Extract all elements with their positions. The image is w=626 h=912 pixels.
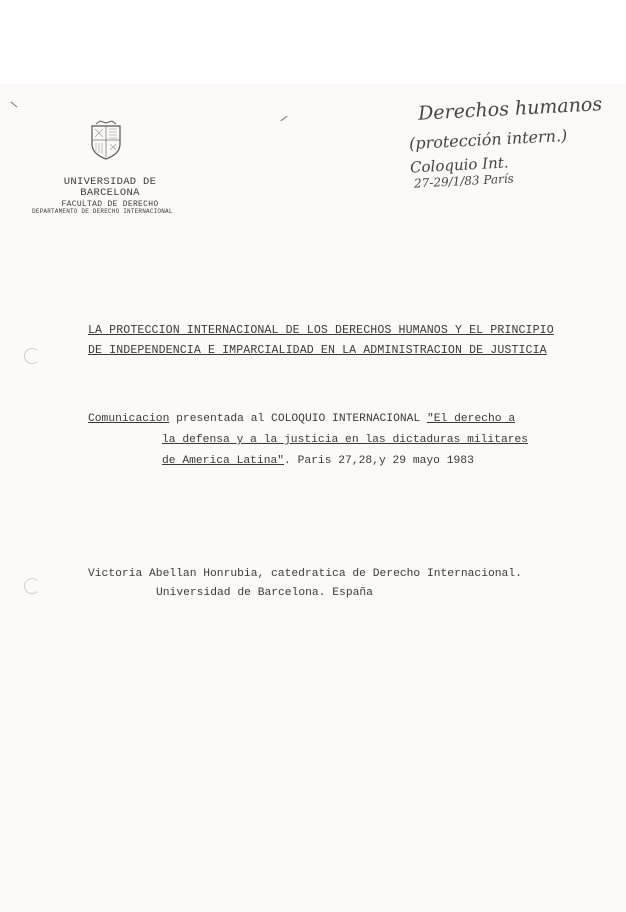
author-line1: Victoria Abellan Honrubia, catedratica de Derecho Internacional. [88,568,522,580]
faculty-name: FACULTAD DE DERECHO [61,200,159,209]
title-line2: DE INDEPENDENCIA E IMPARCIALIDAD EN LA ADMINISTRACION DE JUSTICIA [88,344,547,357]
handwritten-note-line4: 27-29/1/83 París [413,171,515,191]
university-name: UNIVERSIDAD DE BARCELONA [63,176,157,199]
author-line2: Universidad de Barcelona. España [156,587,373,599]
communication-line3 [88,451,528,472]
author-block [88,565,522,603]
document-title [88,321,554,361]
communication-quote-end: de America Latina" [162,455,285,467]
punch-hole-mark [24,578,40,594]
university-header [38,177,182,210]
handwritten-note-line1: Derechos humanos [417,93,603,125]
communication-label: Comunicacion [88,413,170,425]
title-line1: LA PROTECCION INTERNACIONAL DE LOS DERECHOS HUMANOS Y EL PRINCIPIO [88,324,554,337]
communication-quote-start: "El derecho a [426,413,516,425]
handwritten-note-line2: (protección intern.) [408,125,568,154]
university-crest-icon [90,120,122,160]
communication-text1: presentada al COLOQUIO INTERNACIONAL [169,413,427,425]
punch-hole-mark [24,348,40,364]
communication-line1 [88,413,515,425]
handwritten-note-line3: Coloquio Int. [409,153,509,177]
communication-date: . Paris 27,28,y 29 mayo 1983 [284,455,474,467]
department-name: DEPARTAMENTO DE DERECHO INTERNACIONAL [32,208,173,215]
communication-line2: la defensa y a la justicia en las dictaduras militares [162,434,529,446]
communication-block [88,409,528,472]
